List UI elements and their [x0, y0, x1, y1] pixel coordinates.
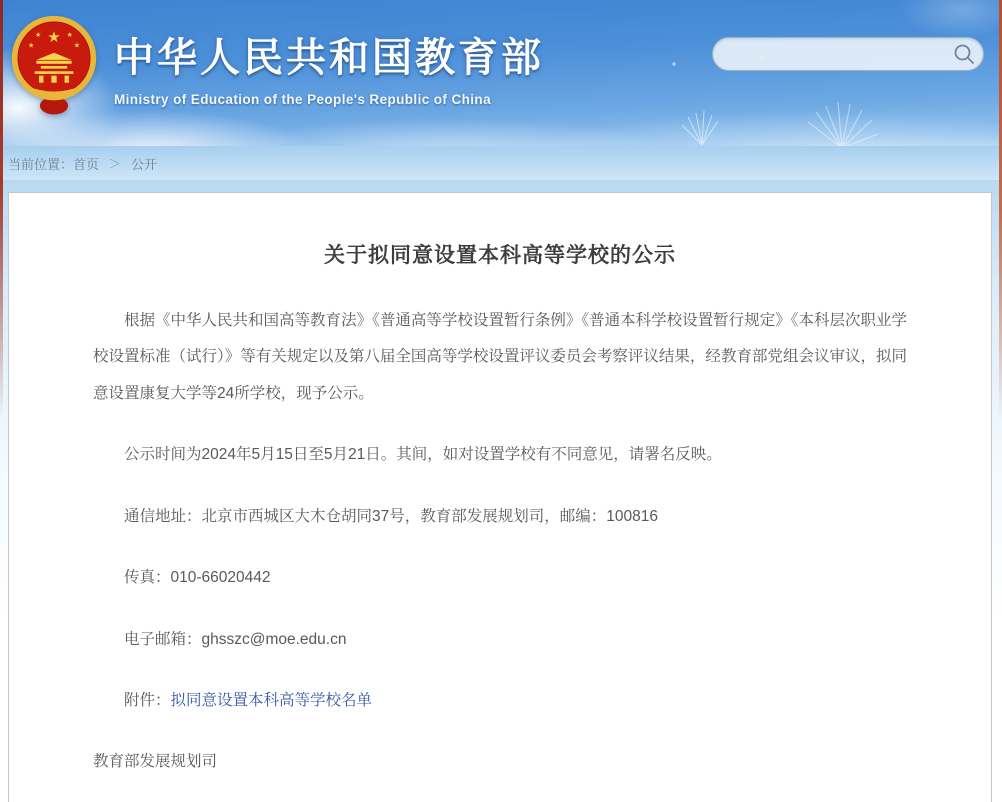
svg-text:★: ★	[66, 31, 73, 39]
article-paragraph-period: 公示时间为2024年5月15日至5月21日。其间，如对设置学校有不同意见，请署名反映。	[124, 446, 722, 464]
content-panel	[8, 192, 992, 802]
breadcrumb	[0, 146, 1002, 180]
article-paragraph-email: 电子邮箱：ghsszc@moe.edu.cn	[124, 630, 347, 648]
breadcrumb-separator-icon: ＞	[109, 156, 122, 171]
breadcrumb-label: 当前位置：	[8, 156, 74, 172]
attachment-link[interactable]: 拟同意设置本科高等学校名单	[170, 691, 373, 709]
article-paragraph-address: 通信地址：北京市西城区大木仓胡同37号，教育部发展规划司，邮编：100816	[124, 507, 658, 525]
svg-text:★: ★	[27, 42, 35, 50]
article-paragraph-basis: 根据《中华人民共和国高等教育法》《普通高等学校设置暂行条例》《普通本科学校设置暂行规定》《本科层次职业学校设置标准（试行）》等有关规定以及第八届全国高等学校设置评议委员会考察评议结果，经教育部党组会议审议，拟同意设置康复大学等24所学校，现予公示。	[93, 312, 907, 402]
article-title: 关于拟同意设置本科高等学校的公示	[324, 244, 676, 267]
search-input[interactable]	[713, 38, 951, 70]
site-header	[0, 0, 1002, 146]
search-box[interactable]	[712, 37, 984, 71]
signature: 教育部发展规划司	[93, 753, 218, 771]
left-edge-accent	[0, 0, 3, 420]
site-subtitle: Ministry of Education of the People's Republic of China	[114, 92, 491, 107]
svg-text:★: ★	[47, 29, 61, 47]
search-icon[interactable]	[951, 41, 977, 67]
site-brand[interactable]	[10, 14, 544, 118]
site-title: 中华人民共和国教育部	[114, 36, 544, 80]
breadcrumb-gongkai-link[interactable]: 公开	[131, 156, 158, 172]
attachment-label: 附件：	[124, 691, 171, 709]
breadcrumb-home-link[interactable]: 首页	[73, 156, 100, 172]
article-paragraph-fax: 传真：010-66020442	[124, 569, 271, 587]
attachment-line	[93, 683, 907, 719]
svg-text:★: ★	[73, 42, 81, 50]
national-emblem-logo	[10, 14, 98, 118]
svg-text:★: ★	[35, 31, 42, 39]
